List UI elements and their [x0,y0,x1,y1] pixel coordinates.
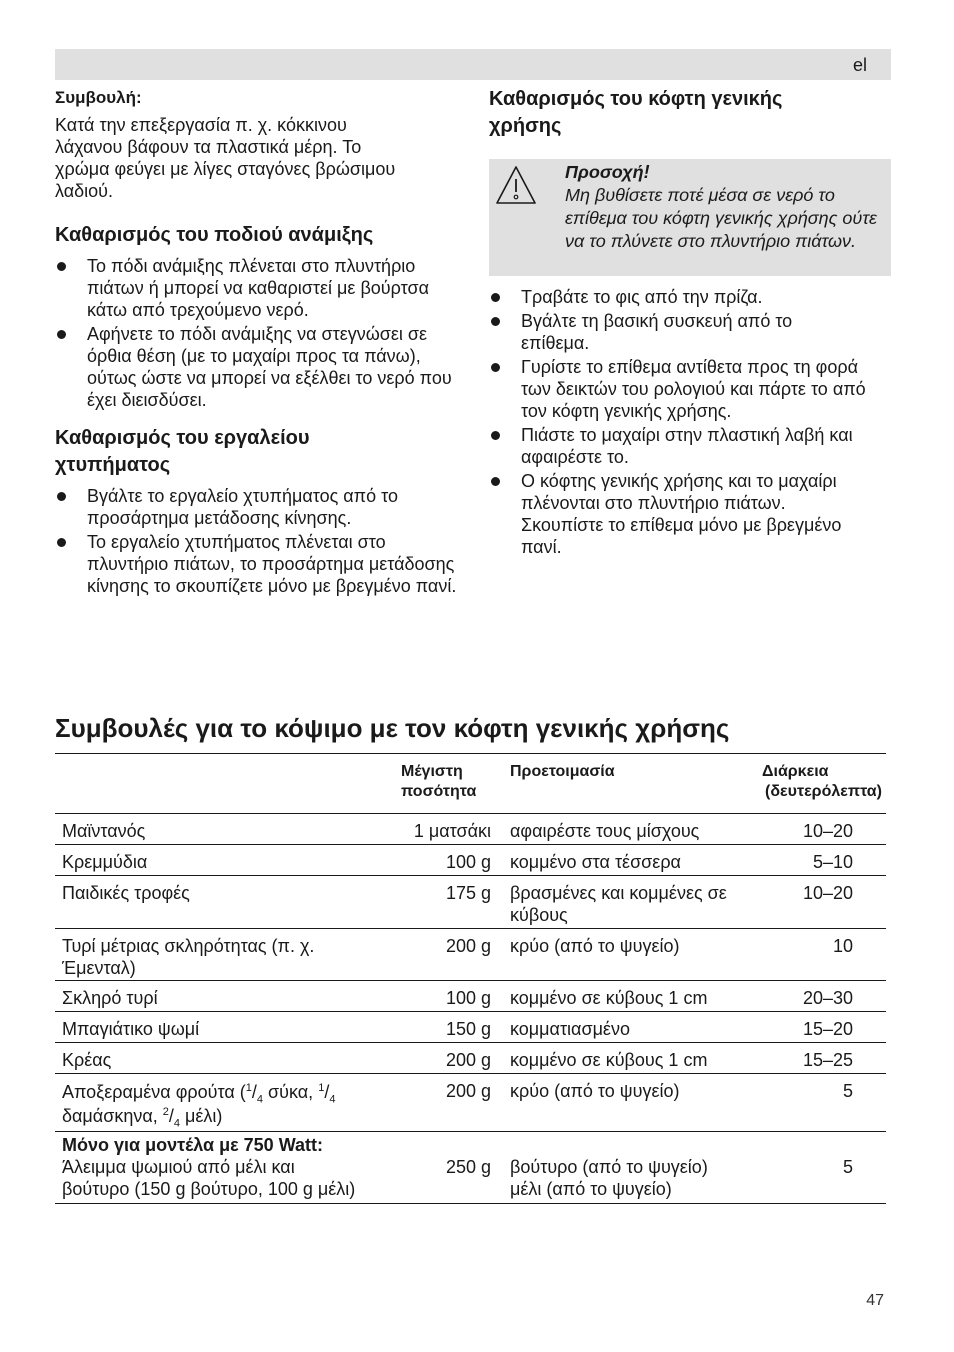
table-header-row [55,754,886,814]
list-item: Γυρίστε το επίθεμα αντίθετα προς τη φορά των δεικτών του ρολογιού και πάρτε το από τον κόφτη γενικής χρήσης. [489,356,891,422]
tips-table [55,753,886,1204]
bullet-icon [57,330,66,339]
cell-duration: 5–10 [812,852,853,872]
table-row [55,1043,886,1074]
list-item: Βγάλτε το εργαλείο χτυπήματος από το προσάρτημα μετάδοσης κίνησης. [55,485,460,529]
bullet-icon [491,363,500,372]
page-number: 47 [866,1292,884,1309]
section-title-whisk: Καθαρισμός του εργαλείου χτυπήματος [55,427,310,476]
cell-qty: 150 g [445,1019,491,1039]
cell-prep: κομμένο σε κύβους 1 cm [510,1050,708,1070]
list-item: Το πόδι ανάμιξης πλένεται στο πλυντήριο πιάτων ή μπορεί να καθαριστεί με βούρτσα κάτω από τρεχούμενο νερό. [55,255,460,321]
header-item [55,754,397,814]
list-item: Τραβάτε το φις από την πρίζα. [489,286,891,308]
cell-prep: κομμένο σε κύβους 1 cm [510,988,708,1008]
bullet-icon [491,477,500,486]
list-item: Ο κόφτης γενικής χρήσης και το μαχαίρι πλένονται στο πλυντήριο πιάτων. Σκουπίστε το επίθεμα μόνο με βρεγμένο πανί. [489,470,891,558]
bullet-icon [57,492,66,501]
language-code: el [852,55,867,75]
right-column [489,86,891,558]
table-row [55,929,886,981]
warning-text-block [565,161,883,253]
cell-item: Παιδικές τροφές [62,883,190,903]
warning-box [489,159,891,276]
cell-prep: κρύο (από το ψυγείο) [510,1081,680,1101]
cell-item: Κρεμμύδια [62,852,148,872]
cell-item: Μπαγιάτικο ψωμί [62,1019,200,1039]
whisk-list [55,485,460,597]
warning-title: Προσοχή! [565,162,650,182]
tip-text: Κατά την επεξεργασία π. χ. κόκκινου λάχανου βάφουν τα πλαστικά μέρη. Το χρώμα φεύγει με λίγες σταγόνες βρώσιμου λαδιού. [55,115,396,201]
cell-qty: 200 g [445,1081,491,1101]
header-prep: Προετοιμασία [510,763,615,780]
cell-prep: κομμένο στα τέσσερα [510,852,681,872]
header-duration: Διάρκεια (δευτερόλεπτα) [762,763,882,800]
cell-item-special: Μόνο για μοντέλα με 750 Watt: Άλειμμα ψωμιού από μέλι και βούτυρο (150 g βούτυρο, 100 g μέλι) [55,1132,397,1204]
cell-duration: 15–20 [802,1019,853,1039]
cell-qty: 175 g [445,883,491,903]
chopper-list [489,286,891,558]
list-item: Βγάλτε τη βασική συσκευή από το επίθεμα. [489,310,891,354]
cell-prep: κρύο (από το ψυγείο) [510,936,680,956]
cell-duration: 5 [842,1081,853,1101]
table-row [55,981,886,1012]
cell-qty: 100 g [445,988,491,1008]
table-row-special [55,1132,886,1204]
cell-item: Σκληρό τυρί [62,988,158,1008]
cell-duration: 10–20 [802,821,853,841]
table-row [55,814,886,845]
table-row [55,1074,886,1132]
cell-duration: 20–30 [802,988,853,1008]
bullet-icon [57,538,66,547]
list-item: Το εργαλείο χτυπήματος πλένεται στο πλυντήριο πιάτων, το προσάρτημα μετάδοσης κίνησης το σκουπίζετε μόνο με βρεγμένο πανί. [55,531,460,597]
cell-duration: 10–20 [802,883,853,903]
cell-duration: 15–25 [802,1050,853,1070]
special-label: Μόνο για μοντέλα με 750 Watt: [62,1135,324,1155]
cell-qty: 200 g [445,936,491,956]
table-row [55,876,886,929]
table-row [55,1012,886,1043]
list-item: Αφήνετε το πόδι ανάμιξης να στεγνώσει σε όρθια θέση (με το μαχαίρι προς τα πάνω), ούτως ώστε να μπορεί να εξέλθει το νερό που έχει διεισδύσει. [55,323,460,411]
section-title-chopper: Καθαρισμός του κόφτη γενικής χρήσης [489,88,783,137]
cell-prep: βρασμένες και κομμένες σε κύβους [510,883,727,925]
cell-item: Κρέας [62,1050,112,1070]
bullet-icon [57,262,66,271]
section-title-mixer-foot: Καθαρισμός του ποδιού ανάμιξης [55,224,374,246]
cell-prep: αφαιρέστε τους μίσχους [510,821,700,841]
bullet-icon [491,317,500,326]
header-qty: Μέγιστη ποσότητα [401,763,477,800]
cell-item-dried-fruit: Αποξεραμένα φρούτα ($^1/_4$ σύκα, $^1/_4$ δαμάσκηνα, $^2/_4$ μέλι) [62,1082,336,1130]
table-title: Συμβουλές για το κόψιμο με τον κόφτη γενικής χρήσης [55,713,730,743]
table-row [55,845,886,876]
mixer-foot-list [55,255,460,411]
cell-qty: 100 g [445,852,491,872]
cell-prep: κομματιασμένο [510,1019,630,1039]
warning-icon [494,164,538,206]
cell-qty: 200 g [445,1050,491,1070]
cell-item: Μαϊντανός [62,821,146,841]
warning-text: Μη βυθίσετε ποτέ μέσα σε νερό το επίθεμα του κόφτη γενικής χρήσης ούτε να το πλύνετε στο πλυντήριο πιάτων. [565,185,877,251]
bullet-icon [491,431,500,440]
cell-duration: 10 [832,936,853,956]
cell-prep: βούτυρο (από το ψυγείο) μέλι (από το ψυγείο) [510,1157,708,1199]
list-item: Πιάστε το μαχαίρι στην πλαστική λαβή και αφαιρέστε το. [489,424,891,468]
left-column [55,86,460,597]
cell-duration: 5 [842,1157,853,1177]
tip-label: Συμβουλή: [55,88,142,107]
cell-qty: 1 ματσάκι [413,821,491,841]
header-bar [55,49,891,80]
cell-item: Τυρί μέτριας σκληρότητας (π. χ. Έμενταλ) [62,936,315,978]
bullet-icon [491,293,500,302]
cell-qty: 250 g [445,1157,491,1177]
